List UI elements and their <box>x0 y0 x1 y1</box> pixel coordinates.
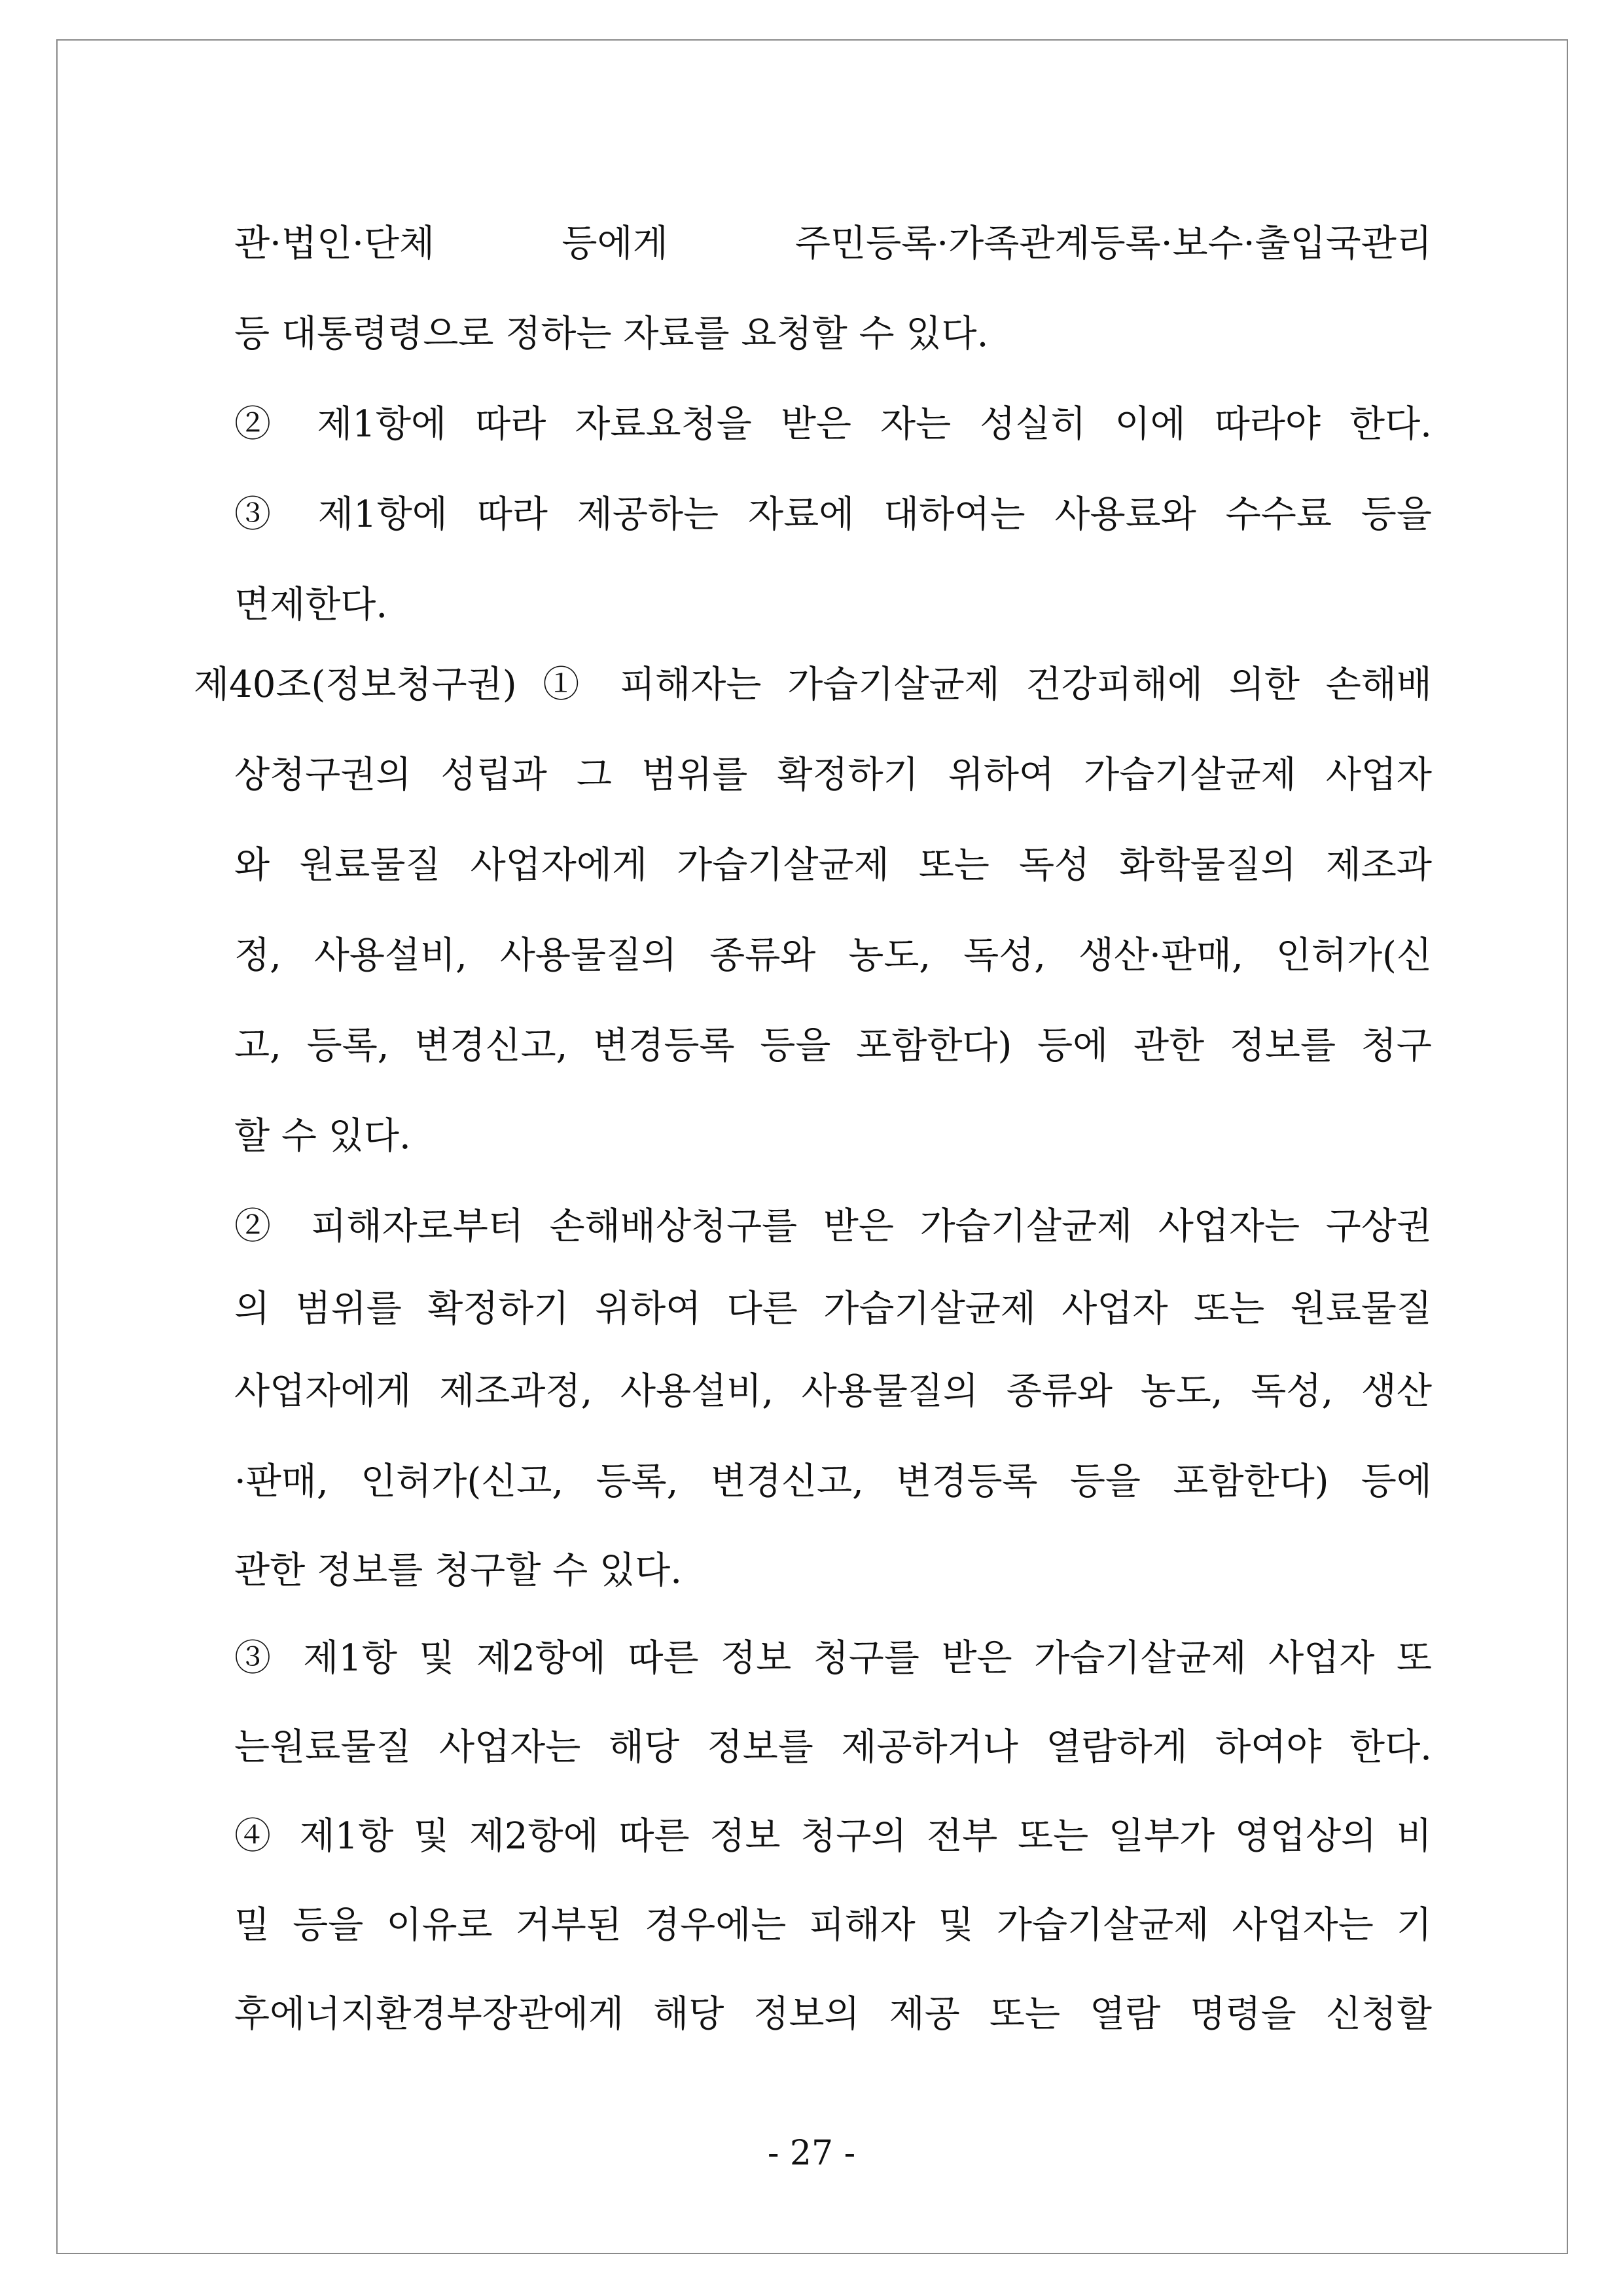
page-number: - 27 - <box>767 2134 856 2173</box>
text-line: 관한 정보를 청구할 수 있다. <box>234 1549 683 1592</box>
text-line: 사업자에게 제조과정, 사용설비, 사용물질의 종류와 농도, 독성, 생산 <box>234 1370 1432 1413</box>
text-line: ③ 제1항 및 제2항에 따른 정보 청구를 받은 가습기살균제 사업자 또 <box>234 1637 1432 1680</box>
text-line: 상청구권의 성립과 그 범위를 확정하기 위하여 가습기살균제 사업자 <box>234 754 1432 796</box>
text-line: 의 범위를 확정하기 위하여 다른 가습기살균제 사업자 또는 원료물질 <box>234 1288 1432 1330</box>
text-line: 후에너지환경부장관에게 해당 정보의 제공 또는 열람 명령을 신청할 <box>234 1993 1432 2036</box>
text-line: ② 피해자로부터 손해배상청구를 받은 가습기살균제 사업자는 구상권 <box>234 1205 1432 1248</box>
text-line: 는원료물질 사업자는 해당 정보를 제공하거나 열람하게 하여야 한다. <box>234 1726 1432 1769</box>
text-line: 고, 등록, 변경신고, 변경등록 등을 포함한다) 등에 관한 정보를 청구 <box>234 1025 1432 1067</box>
text-line: 와 원료물질 사업자에게 가습기살균제 또는 독성 화학물질의 제조과 <box>234 844 1432 887</box>
text-line: 등 대통령령으로 정하는 자료를 요청할 수 있다. <box>234 313 989 355</box>
text-line: ② 제1항에 따라 자료요청을 받은 자는 성실히 이에 따라야 한다. <box>234 403 1432 446</box>
text-line: ·판매, 인허가(신고, 등록, 변경신고, 변경등록 등을 포함한다) 등에 <box>234 1460 1432 1503</box>
text-line: 할 수 있다. <box>234 1115 411 1157</box>
text-line: ③ 제1항에 따라 제공하는 자료에 대하여는 사용료와 수수료 등을 <box>234 493 1432 536</box>
text-line: 관·법인·단체 등에게 주민등록·가족관계등록·보수·출입국관리 <box>234 222 1432 265</box>
text-line: 면제한다. <box>234 584 388 626</box>
text-line: ④ 제1항 및 제2항에 따른 정보 청구의 전부 또는 일부가 영업상의 비 <box>234 1815 1432 1858</box>
text-line: 밀 등을 이유로 거부된 경우에는 피해자 및 가습기살균제 사업자는 기 <box>234 1904 1432 1947</box>
article-heading-line: 제40조(정보청구권) ① 피해자는 가습기살균제 건강피해에 의한 손해배 <box>194 663 1432 706</box>
text-line: 정, 사용설비, 사용물질의 종류와 농도, 독성, 생산·판매, 인허가(신 <box>234 934 1432 977</box>
